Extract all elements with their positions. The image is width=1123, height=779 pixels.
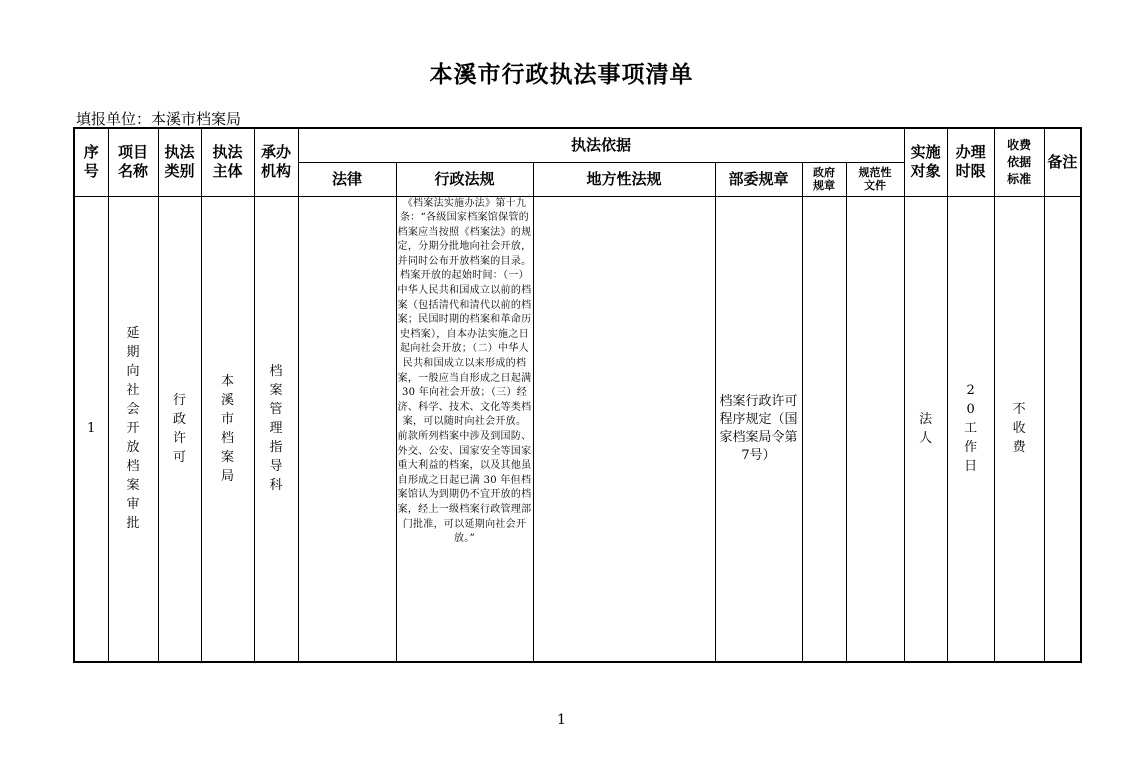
- enforcement-table: [73, 127, 1082, 663]
- header-law: 法律: [298, 162, 396, 196]
- header-normative-doc: 规范性文件: [846, 162, 904, 196]
- row-seq: 1: [74, 196, 108, 662]
- row-law: [298, 196, 396, 662]
- row-subject: 本溪市档案局: [201, 196, 254, 662]
- row-gov-rule: [802, 196, 846, 662]
- header-gov-rule: 政府规章: [802, 162, 846, 196]
- row-agency: 档案管理指导科: [254, 196, 298, 662]
- row-normative-doc: [846, 196, 904, 662]
- row-fee: 不收费: [994, 196, 1044, 662]
- header-local-reg: 地方性法规: [533, 162, 715, 196]
- row-admin-reg: 《档案法实施办法》第十九条：“各级国家档案馆保管的档案应当按照《档案法》的规定，分期分批地向社会开放，并同时公布开放档案的目录。档案开放的起始时间：（一）中华人民共和国成立以前的档案（包括清代和清代以前的档案；民国时期的档案和革命历史档案），自本办法实施之日起向社会开放；（二）中华人民共和国成立以来形成的档案，一般应当自形成之日起满 30 年向社会开放；（三）经济、科学、技术、文化等类档案，可以随时向社会开放。 前款所列档案中涉及到国防、外交、公安、国家安全等国家重大利益的档案，以及其他虽自形成之日起已满 30 年但档案馆认为到期仍不宜开放的档案，经上一级档案行政管理部门批准，可以延期向社会开放。”: [396, 196, 533, 662]
- row-category: 行政许可: [158, 196, 201, 662]
- table-row: [74, 196, 1081, 662]
- page-number: 1: [557, 712, 566, 728]
- row-local-reg: [533, 196, 715, 662]
- header-time-limit: 办理时限: [947, 128, 994, 196]
- header-ministry-rule: 部委规章: [715, 162, 802, 196]
- header-admin-reg: 行政法规: [396, 162, 533, 196]
- row-item-name: 延期向社会开放档案审批: [108, 196, 158, 662]
- header-basis: 执法依据: [298, 128, 904, 162]
- header-subject: 执法主体: [201, 128, 254, 196]
- row-time-limit: 20工作日: [947, 196, 994, 662]
- header-seq: 序号: [74, 128, 108, 196]
- row-ministry-rule: 档案行政许可程序规定（国家档案局令第7号）: [715, 196, 802, 662]
- header-target: 实施对象: [904, 128, 947, 196]
- row-target: 法人: [904, 196, 947, 662]
- header-agency: 承办机构: [254, 128, 298, 196]
- header-fee-basis: 收费依据标准: [994, 128, 1044, 196]
- reporting-unit: 填报单位：本溪市档案局: [76, 110, 242, 128]
- header-item-name: 项目名称: [108, 128, 158, 196]
- header-remarks: 备注: [1044, 128, 1081, 196]
- row-remarks: [1044, 196, 1081, 662]
- header-row-1: [74, 128, 1081, 162]
- document-title: 本溪市行政执法事项清单: [429, 61, 694, 88]
- header-category: 执法类别: [158, 128, 201, 196]
